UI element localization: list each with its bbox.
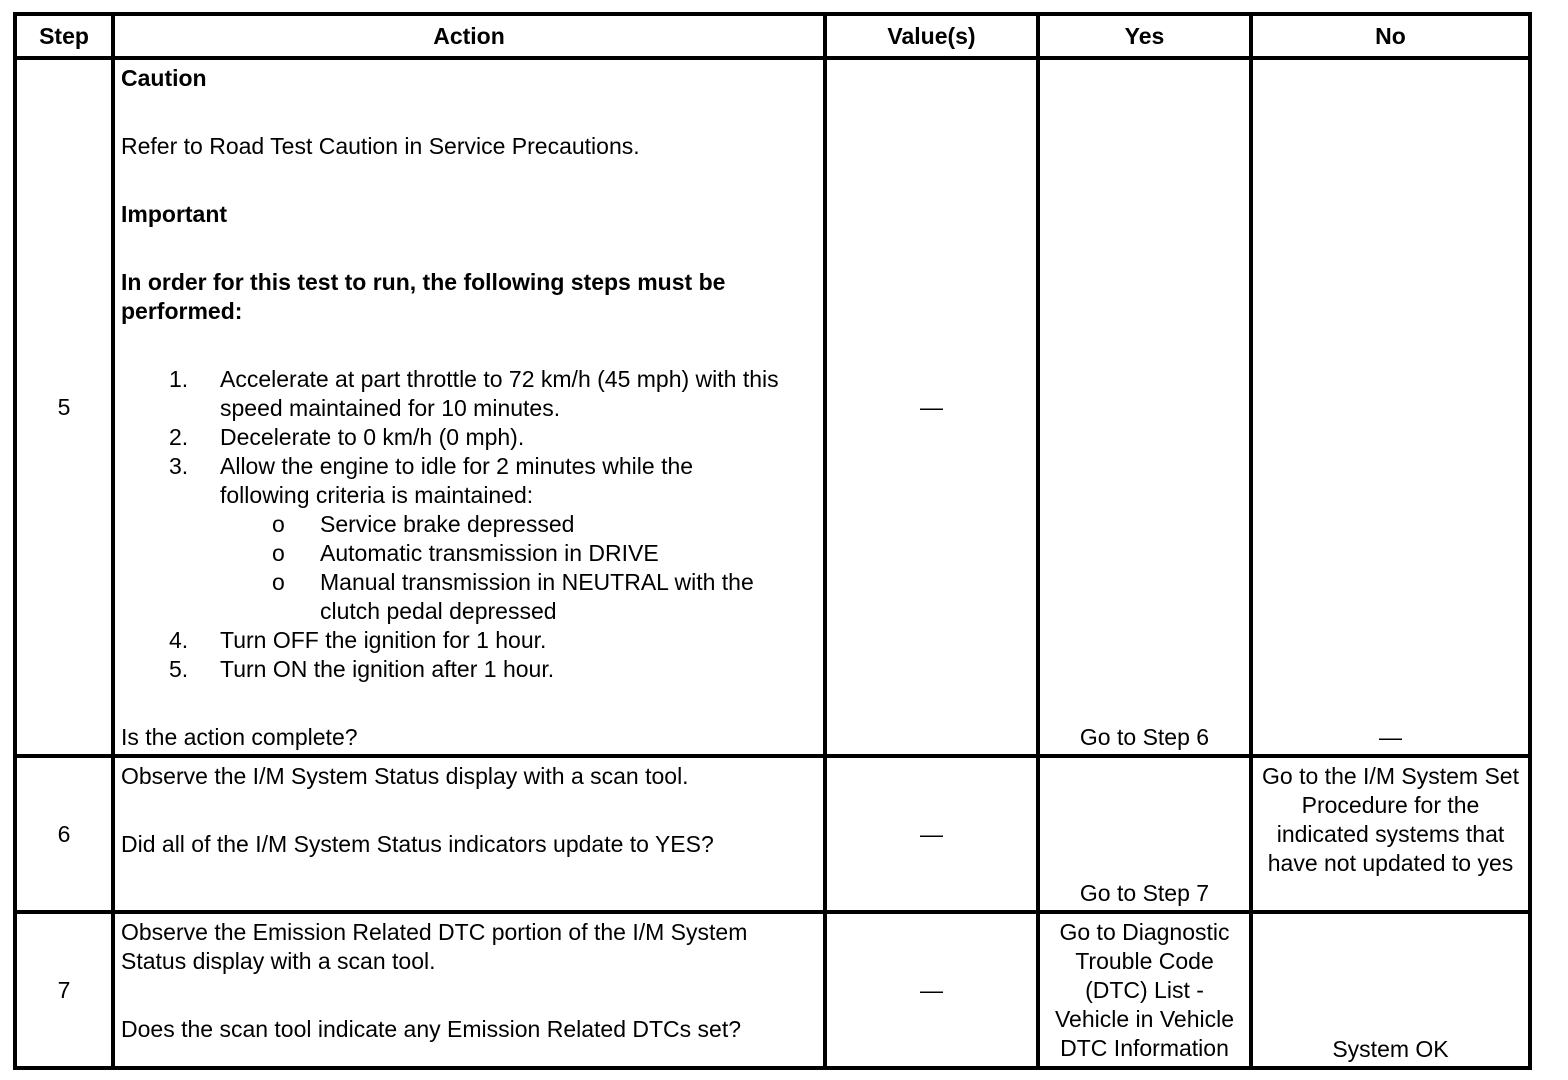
list-item: 3. Allow the engine to idle for 2 minutes while the following criteria is maintained: o Service brake depressed o Automatic transmission in DRIVE o Manual transmission in NEUTRAL with the clutch pedal depressed	[121, 452, 817, 626]
list-item: o Service brake depressed	[272, 511, 575, 537]
table-row-step-5	[15, 58, 1530, 756]
header-no: No	[1251, 14, 1530, 58]
action-cell	[113, 912, 825, 1068]
procedure-steps	[121, 365, 817, 684]
header-yes: Yes	[1038, 14, 1251, 58]
bullet-icon: o	[272, 511, 285, 537]
list-item: o Automatic transmission in DRIVE	[272, 540, 659, 566]
header-action: Action	[113, 14, 825, 58]
yes-cell: Go to Step 7	[1038, 756, 1251, 912]
question-text: Is the action complete?	[121, 724, 358, 750]
action-text: Observe the Emission Related DTC portion of the I/M System Status display with a scan tool.	[121, 919, 748, 974]
list-item: 4. Turn OFF the ignition for 1 hour.	[169, 627, 547, 653]
no-cell: —	[1251, 58, 1530, 756]
step-number: 5	[15, 58, 113, 756]
value-cell: —	[825, 912, 1038, 1068]
yes-cell: Go to Diagnostic Trouble Code (DTC) List - Vehicle in Vehicle DTC Information	[1038, 912, 1251, 1068]
step-number: 7	[15, 912, 113, 1068]
action-cell	[113, 756, 825, 912]
action-text: Observe the I/M System Status display with a scan tool.	[121, 763, 689, 789]
step-number: 6	[15, 756, 113, 912]
caution-title: Caution	[121, 65, 207, 91]
important-text: In order for this test to run, the following steps must be performed:	[121, 269, 726, 324]
value-cell: —	[825, 756, 1038, 912]
no-cell: System OK	[1251, 912, 1530, 1068]
list-item: 1. Accelerate at part throttle to 72 km/h (45 mph) with this speed maintained for 10 minutes.	[169, 366, 779, 421]
criteria-list	[121, 510, 817, 626]
table-row-step-7	[15, 912, 1530, 1068]
no-cell: Go to the I/M System Set Procedure for the indicated systems that have not updated to yes	[1251, 756, 1530, 912]
list-item: o Manual transmission in NEUTRAL with the clutch pedal depressed	[272, 569, 754, 624]
value-cell: —	[825, 58, 1038, 756]
list-item: 5. Turn ON the ignition after 1 hour.	[169, 656, 555, 682]
header-step: Step	[15, 14, 113, 58]
diagnostic-table	[13, 12, 1532, 1070]
question-text: Did all of the I/M System Status indicators update to YES?	[121, 831, 714, 857]
question-text: Does the scan tool indicate any Emission Related DTCs set?	[121, 1016, 742, 1042]
header-row	[15, 14, 1530, 58]
list-item: 2. Decelerate to 0 km/h (0 mph).	[169, 424, 525, 450]
bullet-icon: o	[272, 540, 285, 566]
yes-cell: Go to Step 6	[1038, 58, 1251, 756]
table-row-step-6	[15, 756, 1530, 912]
bullet-icon: o	[272, 569, 285, 595]
action-cell	[113, 58, 825, 756]
header-values: Value(s)	[825, 14, 1038, 58]
caution-text: Refer to Road Test Caution in Service Precautions.	[121, 133, 640, 159]
important-title: Important	[121, 201, 228, 227]
